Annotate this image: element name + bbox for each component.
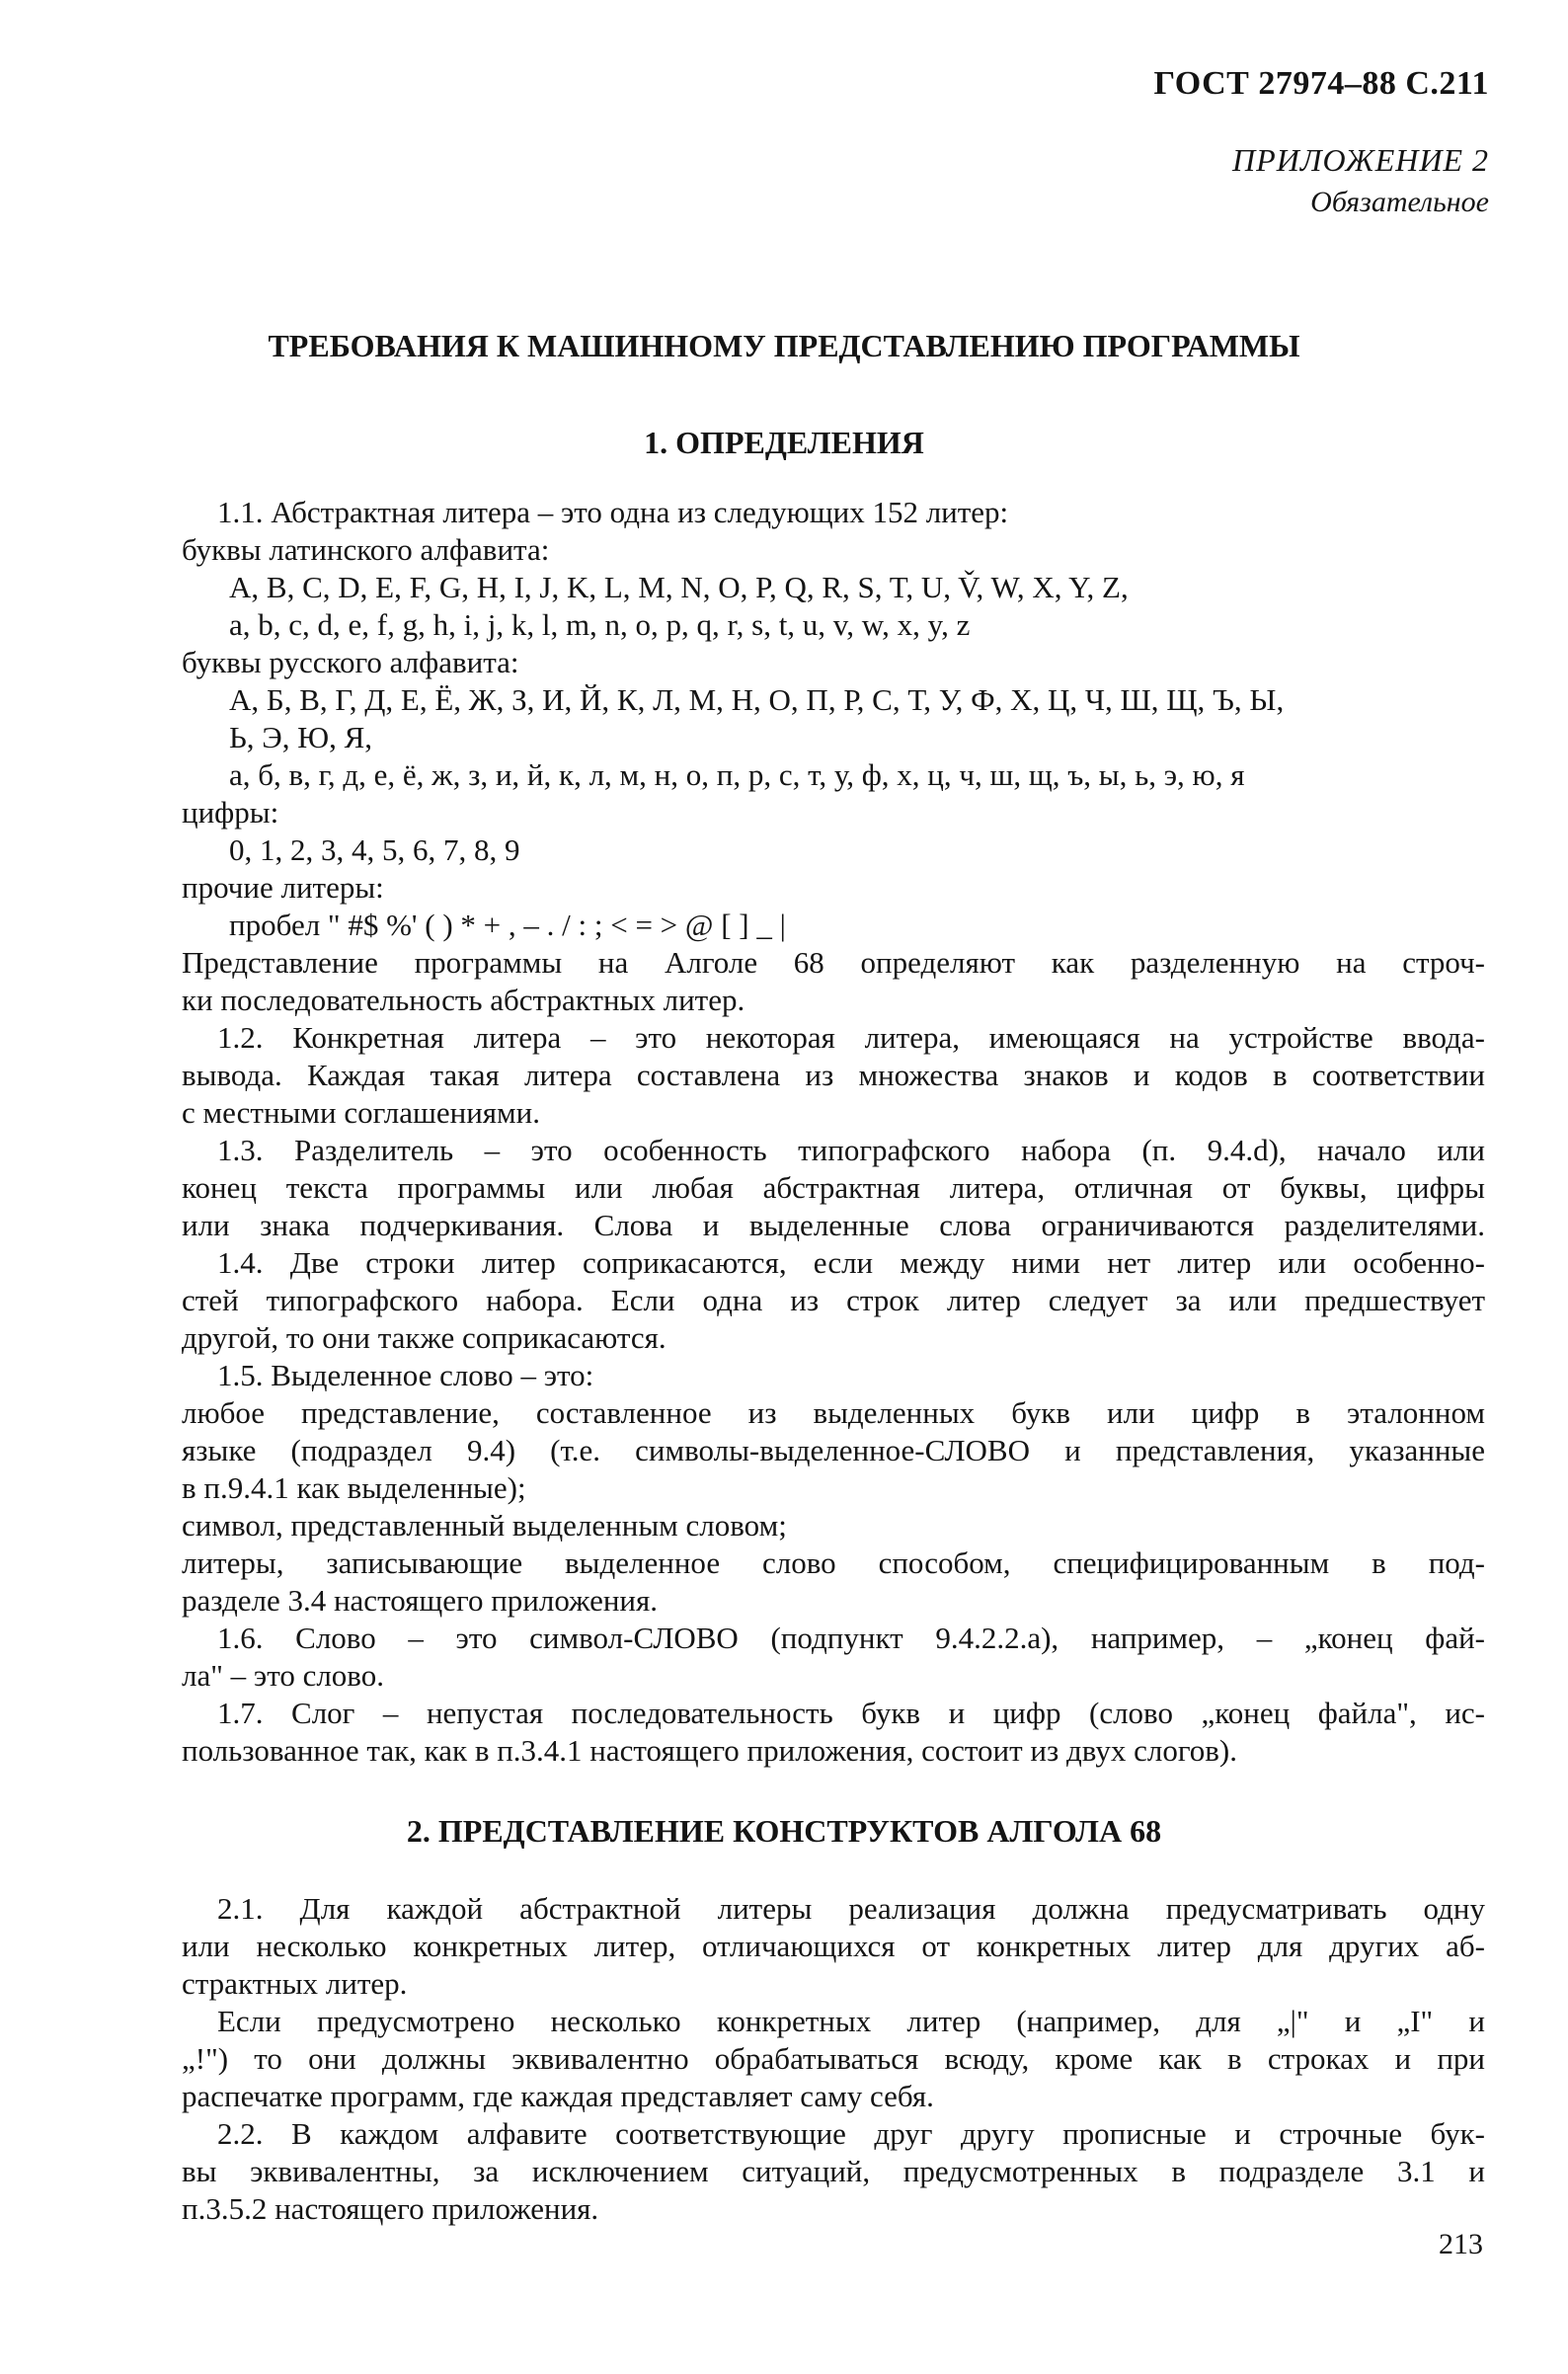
text-line: 2.1. Для каждой абстрактной литеры реализация должна предусматривать одну: [217, 1891, 1485, 1926]
text-line: в п.9.4.1 как выделенные);: [182, 1470, 526, 1505]
document-title: ТРЕБОВАНИЯ К МАШИННОМУ ПРЕДСТАВЛЕНИЮ ПРОГРАММЫ: [268, 328, 1300, 363]
text-line: прочие литеры:: [182, 870, 384, 905]
appendix-label: ПРИЛОЖЕНИЕ 2: [1232, 142, 1489, 178]
text-line: вы эквивалентны, за исключением ситуаций, предусмотренных в подразделе 3.1 и: [182, 2154, 1485, 2188]
text-line: А, Б, В, Г, Д, Е, Ё, Ж, З, И, Й, К, Л, М, Н, О, П, Р, С, Т, У, Ф, Х, Ц, Ч, Ш, Щ, Ъ, Ы,: [229, 682, 1285, 717]
text-line: A, B, C, D, E, F, G, H, I, J, K, L, M, N, O, P, Q, R, S, T, U, V̌, W, X, Y, Z,: [229, 570, 1129, 604]
text-line: пользованное так, как в п.3.4.1 настоящего приложения, состоит из двух слогов).: [182, 1733, 1238, 1768]
text-line: ла" – это слово.: [182, 1658, 384, 1693]
text-line: 1.5. Выделенное слово – это:: [217, 1358, 594, 1392]
text-line: ки последовательность абстрактных литер.: [182, 983, 745, 1017]
text-line: 1.3. Разделитель – это особенность типографского набора (п. 9.4.d), начало или: [217, 1133, 1485, 1167]
text-line: Ь, Э, Ю, Я,: [229, 720, 373, 754]
text-line: a, b, c, d, e, f, g, h, i, j, k, l, m, n, o, p, q, r, s, t, u, v, w, x, y, z: [229, 607, 971, 642]
text-line: страктных литер.: [182, 1966, 408, 2001]
text-line: а, б, в, г, д, е, ё, ж, з, и, й, к, л, м, н, о, п, р, с, т, у, ф, х, ц, ч, ш, щ, ъ, ы, ь, э, ю, я: [229, 757, 1245, 792]
text-line: распечатке программ, где каждая представляет саму себя.: [182, 2079, 934, 2113]
section-heading-definitions: 1. ОПРЕДЕЛЕНИЯ: [644, 425, 924, 460]
text-line: Представление программы на Алголе 68 определяют как разделенную на строч-: [182, 945, 1485, 980]
text-line: символ, представленный выделенным словом;: [182, 1508, 787, 1543]
text-line: 1.1. Абстрактная литера – это одна из следующих 152 литер:: [217, 495, 1009, 529]
text-line: с местными соглашениями.: [182, 1095, 540, 1130]
text-line: цифры:: [182, 795, 279, 830]
text-line: литеры, записывающие выделенное слово способом, специфицированным в под-: [182, 1545, 1485, 1580]
text-line: конец текста программы или любая абстрактная литера, отличная от буквы, цифры: [182, 1170, 1485, 1205]
gost-reference: ГОСТ 27974–88 С.211: [1153, 65, 1489, 102]
text-line: 0, 1, 2, 3, 4, 5, 6, 7, 8, 9: [229, 832, 520, 867]
text-line: языке (подраздел 9.4) (т.е. символы-выделенное-СЛОВО и представления, указанные: [182, 1433, 1485, 1467]
text-line: вывода. Каждая такая литера составлена из множества знаков и кодов в соответствии: [182, 1058, 1485, 1092]
text-line: п.3.5.2 настоящего приложения.: [182, 2191, 599, 2226]
appendix-status: Обязательное: [1310, 186, 1489, 218]
text-line: 2.2. В каждом алфавите соответствующие друг другу прописные и строчные бук-: [217, 2116, 1485, 2151]
text-line: другой, то они также соприкасаются.: [182, 1320, 666, 1355]
text-line: любое представление, составленное из выделенных букв или цифр в эталонном: [182, 1395, 1485, 1430]
page-number: 213: [1439, 2228, 1483, 2260]
text-line: 1.6. Слово – это символ-СЛОВО (подпункт 9.4.2.2.a), например, – „конец фай-: [217, 1621, 1485, 1655]
text-line: пробел " #$ %' ( ) * + , – . / : ; < = > @ [ ] _ |: [229, 908, 786, 942]
text-line: буквы латинского алфавита:: [182, 532, 550, 567]
text-line: буквы русского алфавита:: [182, 645, 519, 679]
text-line: „!") то они должны эквивалентно обрабатываться всюду, кроме как в строках и при: [182, 2041, 1485, 2076]
text-line: стей типографского набора. Если одна из строк литер следует за или предшествует: [182, 1283, 1485, 1317]
section-heading-constructs: 2. ПРЕДСТАВЛЕНИЕ КОНСТРУКТОВ АЛГОЛА 68: [406, 1813, 1162, 1849]
text-line: 1.2. Конкретная литера – это некоторая литера, имеющаяся на устройстве ввода-: [217, 1020, 1485, 1055]
text-line: или несколько конкретных литер, отличающихся от конкретных литер для других аб-: [182, 1929, 1485, 1963]
text-line: разделе 3.4 настоящего приложения.: [182, 1583, 659, 1618]
text-line: Если предусмотрено несколько конкретных литер (например, для „|" и „I" и: [217, 2004, 1485, 2038]
text-line: 1.7. Слог – непустая последовательность букв и цифр (слово „конец файла", ис-: [217, 1696, 1485, 1730]
text-line: 1.4. Две строки литер соприкасаются, если между ними нет литер или особенно-: [217, 1245, 1485, 1280]
text-line: или знака подчеркивания. Слова и выделенные слова ограничиваются разделителями.: [182, 1208, 1485, 1242]
